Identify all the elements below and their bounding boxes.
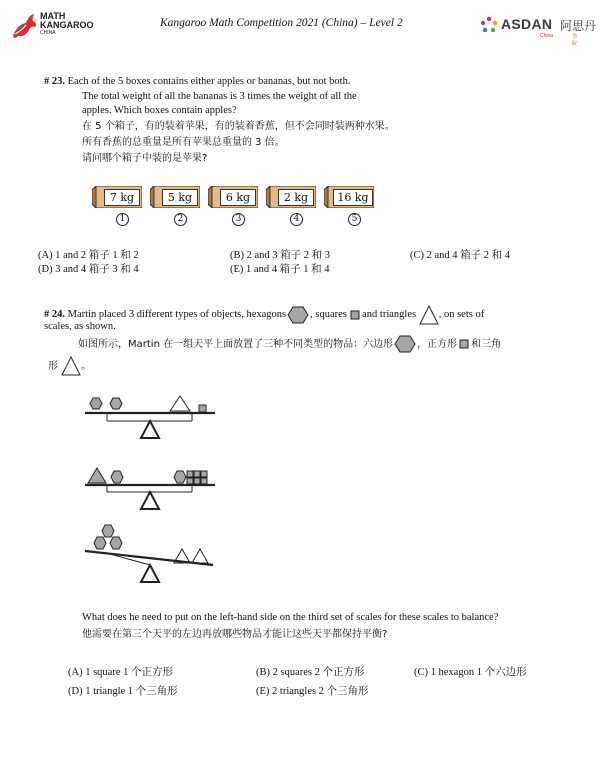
square-icon (459, 339, 469, 349)
box-number: 2 (174, 213, 187, 226)
hexagon-icon (110, 398, 122, 409)
square-icon (194, 471, 200, 477)
fulcrum-triangle (141, 421, 159, 438)
triangle-icon (170, 396, 190, 411)
hexagon-icon (111, 471, 123, 483)
box-icon (266, 186, 316, 208)
q24-en-part4: , on sets of (438, 309, 485, 320)
scale-2 (85, 468, 215, 509)
q24-option-e[interactable]: (E) 2 triangles 2 个三角形 (256, 686, 369, 697)
q24-cn-line2 (48, 356, 91, 376)
logo-line-china: CHINA (40, 30, 56, 36)
square-icon (199, 405, 206, 412)
square-icon (201, 478, 207, 484)
box-weight-label: 7 kg (104, 189, 140, 206)
hexagon-icon (174, 471, 186, 483)
q24-option-c[interactable]: (C) 1 hexagon 1 个六边形 (414, 667, 527, 678)
q24-cn-part5: 。 (81, 360, 92, 372)
q23-stem-line1 (44, 75, 564, 89)
page-title: Kangaroo Math Competition 2021 (China) – Level 2 (160, 17, 403, 29)
box-icon (92, 186, 142, 208)
scale-1 (85, 396, 215, 438)
asdan-chinese: 阿思丹 (560, 19, 597, 33)
q24-cn-part3: 和三角 (471, 338, 502, 350)
q24-cn-part2: ，正方形 (417, 338, 458, 350)
box-icon (324, 186, 374, 208)
q23-en-line1: Each of the 5 boxes contains either apples or bananas, but not both. (67, 76, 351, 87)
triangle-icon (88, 468, 106, 483)
square-icon (187, 471, 193, 477)
q24-en-part2: , squares (310, 309, 347, 320)
hexagon-icon (90, 398, 102, 409)
q23-option-d[interactable]: (D) 3 and 4 箱子 3 和 4 (38, 264, 139, 275)
q24-question-cn: 他需要在第三个天平的左边再放哪些物品才能让这些天平都保持平衡? (82, 629, 388, 640)
square-icon (350, 310, 360, 320)
triangle-icon (192, 549, 208, 563)
fulcrum-triangle (141, 492, 159, 509)
box-icon (208, 186, 258, 208)
q23-number: # 23. (44, 76, 65, 87)
box-weight-label: 5 kg (162, 189, 198, 206)
q24-en-part1: Martin placed 3 different types of objects, hexagons (67, 309, 287, 320)
q24-question-en: What does he need to put on the left-hand side on the third set of scales for these scales to balance? (82, 612, 499, 623)
kangaroo-logo-icon (10, 12, 40, 40)
fulcrum-triangle (141, 565, 159, 582)
hexagon-icon (287, 306, 309, 324)
q23-option-c[interactable]: (C) 2 and 4 箱子 2 和 4 (410, 250, 511, 261)
q24-number: # 24. (44, 309, 65, 320)
q24-en-part3: and triangles (362, 309, 417, 320)
triangle-icon (61, 356, 81, 376)
q24-en-line2: scales, as shown. (44, 321, 116, 332)
logo-text (40, 12, 94, 36)
hexagon-icon (102, 525, 114, 537)
q23-cn-line3: 请问哪个箱子中装的是苹果? (82, 153, 208, 164)
q23-option-b[interactable]: (B) 2 and 3 箱子 2 和 3 (230, 250, 331, 261)
q23-cn-line1: 在 5 个箱子，有的装着苹果，有的装着香蕉，但不会同时装两种水果。 (82, 121, 395, 132)
q23-en-line2: The total weight of all the bananas is 3 times the weight of all the (82, 91, 357, 102)
asdan-sub-cn: 学院 (572, 34, 578, 47)
q23-en-line3: apples. Which boxes contain apples? (82, 105, 237, 116)
square-icon (194, 478, 200, 484)
box-weight-label: 16 kg (333, 189, 373, 206)
math-kangaroo-logo (10, 10, 120, 44)
box-weight-label: 6 kg (220, 189, 256, 206)
asdan-star-icon (480, 16, 498, 34)
q24-option-a[interactable]: (A) 1 square 1 个正方形 (68, 667, 173, 678)
box-number: 1 (116, 213, 129, 226)
box-number: 5 (348, 213, 361, 226)
scale-3 (85, 525, 213, 582)
q23-option-e[interactable]: (E) 1 and 4 箱子 1 和 4 (230, 264, 330, 275)
q23-option-a[interactable]: (A) 1 and 2 箱子 1 和 2 (38, 250, 139, 261)
square-icon (187, 478, 193, 484)
q24-option-d[interactable]: (D) 1 triangle 1 个三角形 (68, 686, 178, 697)
hexagon-icon (394, 335, 416, 353)
hexagon-icon (94, 537, 106, 549)
hexagon-icon (110, 537, 122, 549)
logo-line-math: MATH (40, 11, 66, 21)
q24-cn-line1 (78, 335, 501, 353)
square-icon (201, 471, 207, 477)
asdan-sub-en: China (540, 33, 554, 39)
triangle-icon (419, 305, 439, 325)
box-number: 3 (232, 213, 245, 226)
q23-cn-line2: 所有香蕉的总重量是所有苹果总重量的 3 倍。 (82, 137, 285, 148)
box-icon (150, 186, 200, 208)
balance-scales-figure (80, 385, 230, 595)
q24-cn-part4: 形 (48, 360, 58, 372)
asdan-wordmark: ASDAN (501, 16, 553, 32)
box-number: 4 (290, 213, 303, 226)
q24-option-b[interactable]: (B) 2 squares 2 个正方形 (256, 667, 365, 678)
box-weight-label: 2 kg (278, 189, 314, 206)
logo-line-kangaroo: KANGAROO (40, 20, 94, 30)
balance-beam (85, 551, 213, 565)
q24-cn-part1: 如图所示，Martin 在一组天平上面放置了三种不同类型的物品：六边形 (78, 338, 394, 350)
